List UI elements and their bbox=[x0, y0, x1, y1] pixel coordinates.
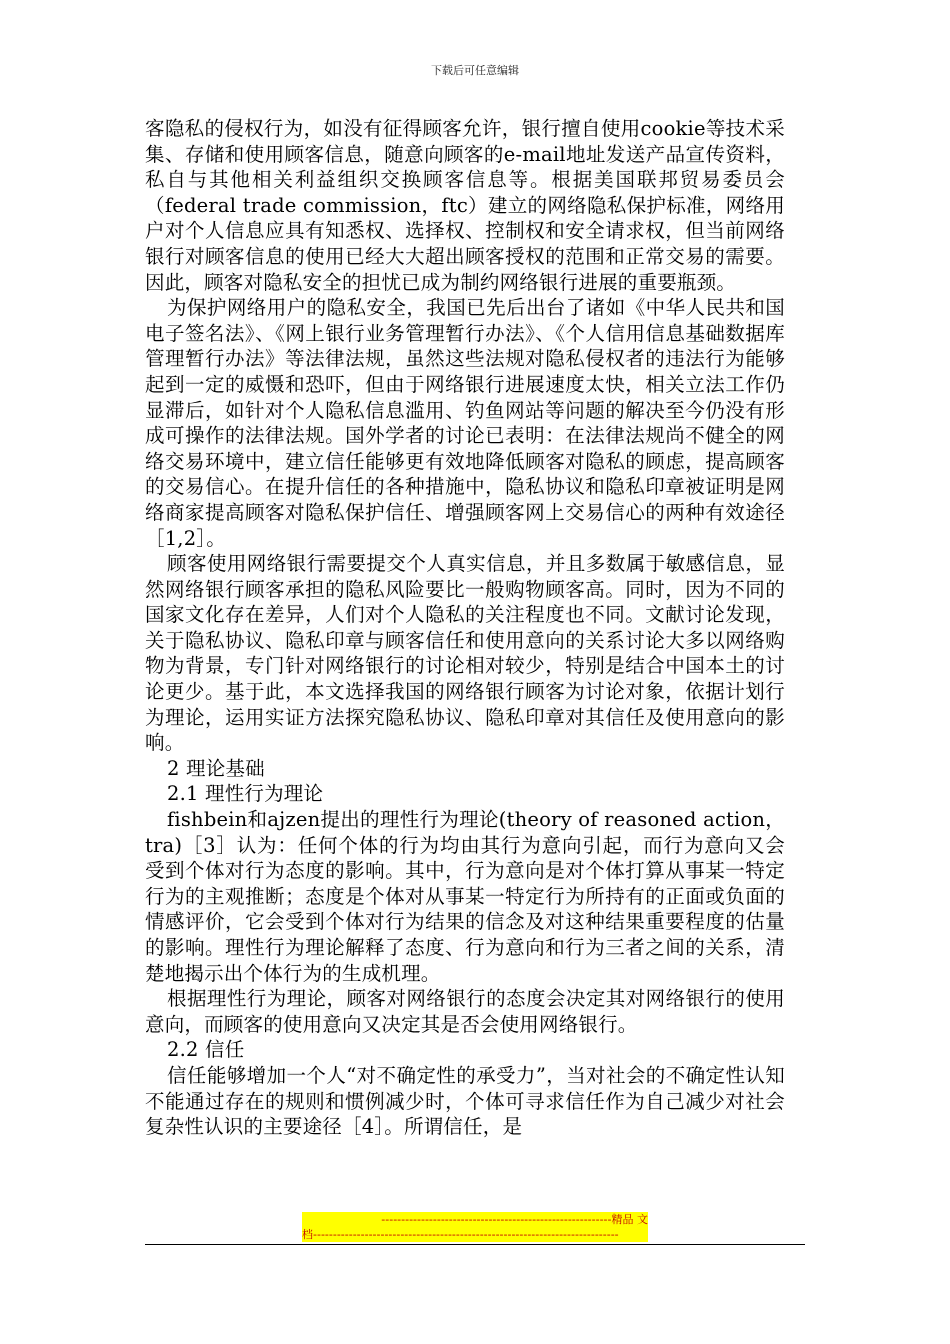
paragraph: 顾客使用网络银行需要提交个人真实信息，并且多数属于敏感信息，显然网络银行顾客承担的隐私风险要比一般购物顾客高。同时，因为不同的国家文化存在差异，人们对个人隐私的关注程度也不同。文献讨论发现，关于隐私协议、隐私印章与顾客信任和使用意向的关系讨论大多以网络购物为背景，专门针对网络银行的讨论相对较少，特别是结合中国本土的讨论更少。基于此，本文选择我国的网络银行顾客为讨论对象，依据计划行为理论，运用实证方法探究隐私协议、隐私印章对其信任及使用意向的影响。 bbox=[145, 552, 785, 755]
footer-divider bbox=[145, 1244, 805, 1245]
subsection-heading: 2.2 信任 bbox=[167, 1038, 245, 1062]
paragraph: fishbein和ajzen提出的理性行为理论(theory of reasoned action，tra)［3］认为：任何个体的行为均由其行为意向引起，而行为意向又会受到个体对行为态度的影响。其中，行为意向是对个体打算从事某一特定行为的主观推断；态度是个体对从事某一特定行为所持有的正面或负面的情感评价，它会受到个体对行为结果的信念及对这种结果重要程度的估量的影响。理性行为理论解释了态度、行为意向和行为三者之间的关系，清楚地揭示出个体行为的生成机理。 bbox=[145, 808, 785, 985]
subsection-heading: 2.1 理性行为理论 bbox=[167, 782, 324, 806]
paragraph: 信任能够增加一个人“对不确定性的承受力”，当对社会的不确定性认知不能通过存在的规则和惯例减少时，个体可寻求信任作为自己减少对社会复杂性认识的主要途径［4］。所谓信任，是 bbox=[145, 1063, 785, 1139]
document-body bbox=[145, 116, 785, 1140]
paragraph-continuation: 客隐私的侵权行为，如没有征得顾客允许，银行擅自使用cookie等技术采集、存储和使用顾客信息，随意向顾客的e-mail地址发送产品宣传资料，私自与其他相关利益组织交换顾客信息等。根据美国联邦贸易委员会（federal trade commission，ftc）建立的网络隐私保护标准，网络用户对个人信息应具有知悉权、选择权、控制权和安全请求权，但当前网络银行对顾客信息的使用已经大大超出顾客授权的范围和正常交易的需要。因此，顾客对隐私安全的担忧已成为制约网络银行进展的重要瓶颈。 bbox=[145, 117, 785, 294]
footer-watermark-line1: ----------------------------------------------------------精品 文 bbox=[302, 1212, 648, 1227]
footer-watermark-line2: 档----------------------------------------------------------------------------- bbox=[302, 1227, 648, 1242]
paragraph: 为保护网络用户的隐私安全，我国已先后出台了诸如《中华人民共和国电子签名法》、《网上银行业务管理暂行办法》、《个人信用信息基础数据库管理暂行办法》等法律法规，虽然这些法规对隐私侵权者的违法行为能够起到一定的威慑和恐吓，但由于网络银行进展速度太快，相关立法工作仍显滞后，如针对个人隐私信息滥用、钓鱼网站等问题的解决至今仍没有形成可操作的法律法规。国外学者的讨论已表明：在法律法规尚不健全的网络交易环境中，建立信任能够更有效地降低顾客对隐私的顾虑，提高顾客的交易信心。在提升信任的各种措施中，隐私协议和隐私印章被证明是网络商家提高顾客对隐私保护信任、增强顾客网上交易信心的两种有效途径［1,2］。 bbox=[145, 296, 785, 550]
section-heading: 2 理论基础 bbox=[167, 756, 265, 780]
paragraph: 根据理性行为理论，顾客对网络银行的态度会决定其对网络银行的使用意向，而顾客的使用意向又决定其是否会使用网络银行。 bbox=[145, 987, 785, 1036]
page-header: 下载后可任意编辑 bbox=[431, 64, 519, 77]
